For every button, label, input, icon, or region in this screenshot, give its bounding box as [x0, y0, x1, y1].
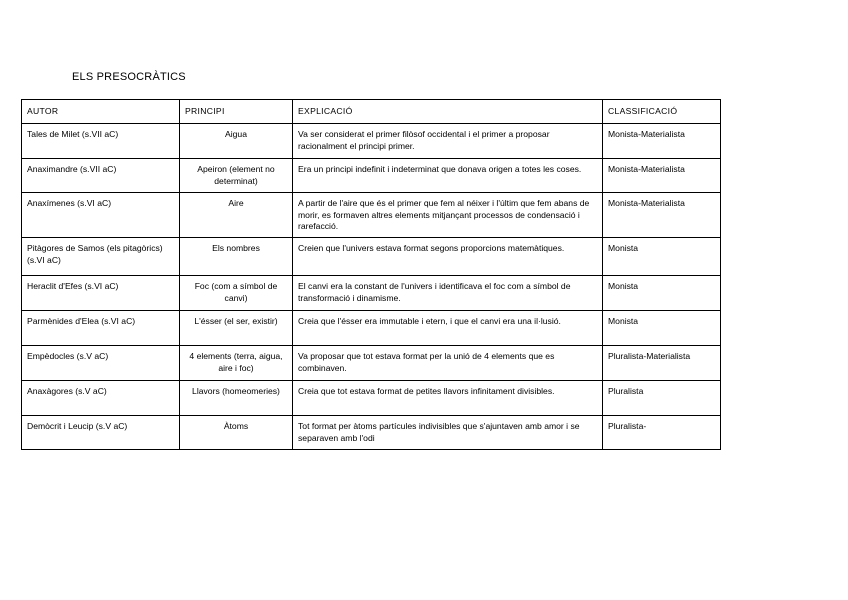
table-row — [22, 238, 721, 276]
table-row — [22, 276, 721, 311]
cell-autor: Anaximandre (s.VII aC) — [22, 159, 180, 193]
cell-principi: 4 elements (terra, aigua, aire i foc) — [180, 346, 293, 381]
cell-principi: Apeiron (element no determinat) — [180, 159, 293, 193]
header-autor: AUTOR — [22, 100, 180, 124]
cell-classificacio: Monista-Materialista — [603, 193, 721, 238]
cell-principi: Aigua — [180, 124, 293, 159]
table-row — [22, 159, 721, 193]
header-principi: PRINCIPI — [180, 100, 293, 124]
cell-explicacio: Va ser considerat el primer filòsof occidental i el primer a proposar racionalment el principi primer. — [293, 124, 603, 159]
document-title: ELS PRESOCRÀTICS — [72, 71, 186, 83]
table-row — [22, 311, 721, 346]
cell-explicacio: El canvi era la constant de l'univers i identificava el foc com a símbol de transformació i dinamisme. — [293, 276, 603, 311]
cell-principi: Foc (com a símbol de canvi) — [180, 276, 293, 311]
cell-classificacio: Monista — [603, 311, 721, 346]
presocratics-table — [21, 99, 721, 450]
table-row — [22, 416, 721, 450]
cell-autor: Demòcrit i Leucip (s.V aC) — [22, 416, 180, 450]
table-row — [22, 193, 721, 238]
table-header-row — [22, 100, 721, 124]
cell-principi: L'ésser (el ser, existir) — [180, 311, 293, 346]
header-classificacio: CLASSIFICACIÓ — [603, 100, 721, 124]
cell-principi: Aire — [180, 193, 293, 238]
cell-classificacio: Monista-Materialista — [603, 159, 721, 193]
cell-explicacio: Va proposar que tot estava format per la unió de 4 elements que es combinaven. — [293, 346, 603, 381]
cell-classificacio: Pluralista- — [603, 416, 721, 450]
header-explicacio: EXPLICACIÓ — [293, 100, 603, 124]
cell-principi: Els nombres — [180, 238, 293, 276]
cell-autor: Pitàgores de Samos (els pitagòrics) (s.VI aC) — [22, 238, 180, 276]
table-row — [22, 346, 721, 381]
cell-autor: Anaxàgores (s.V aC) — [22, 381, 180, 416]
table-row — [22, 381, 721, 416]
cell-explicacio: Creien que l'univers estava format segons proporcions matemàtiques. — [293, 238, 603, 276]
cell-explicacio: Tot format per àtoms partícules indivisibles que s'ajuntaven amb amor i se separaven amb l'odi — [293, 416, 603, 450]
table-row — [22, 124, 721, 159]
cell-autor: Anaxímenes (s.VI aC) — [22, 193, 180, 238]
cell-autor: Heraclit d'Efes (s.VI aC) — [22, 276, 180, 311]
cell-explicacio: Era un principi indefinit i indeterminat que donava origen a totes les coses. — [293, 159, 603, 193]
cell-classificacio: Monista-Materialista — [603, 124, 721, 159]
cell-classificacio: Monista — [603, 238, 721, 276]
cell-principi: Àtoms — [180, 416, 293, 450]
cell-classificacio: Pluralista — [603, 381, 721, 416]
cell-autor: Empèdocles (s.V aC) — [22, 346, 180, 381]
cell-autor: Tales de Milet (s.VII aC) — [22, 124, 180, 159]
cell-classificacio: Pluralista-Materialista — [603, 346, 721, 381]
cell-principi: Llavors (homeomeries) — [180, 381, 293, 416]
cell-autor: Parmènides d'Elea (s.VI aC) — [22, 311, 180, 346]
cell-explicacio: Creia que l'ésser era immutable i etern, i que el canvi era una il·lusió. — [293, 311, 603, 346]
cell-explicacio: Creia que tot estava format de petites llavors infinitament divisibles. — [293, 381, 603, 416]
cell-explicacio: A partir de l'aire que és el primer que fem al néixer i l'últim que fem abans de morir, es formaven altres elements mitjançant processos de condensació i rarefacció. — [293, 193, 603, 238]
cell-classificacio: Monista — [603, 276, 721, 311]
